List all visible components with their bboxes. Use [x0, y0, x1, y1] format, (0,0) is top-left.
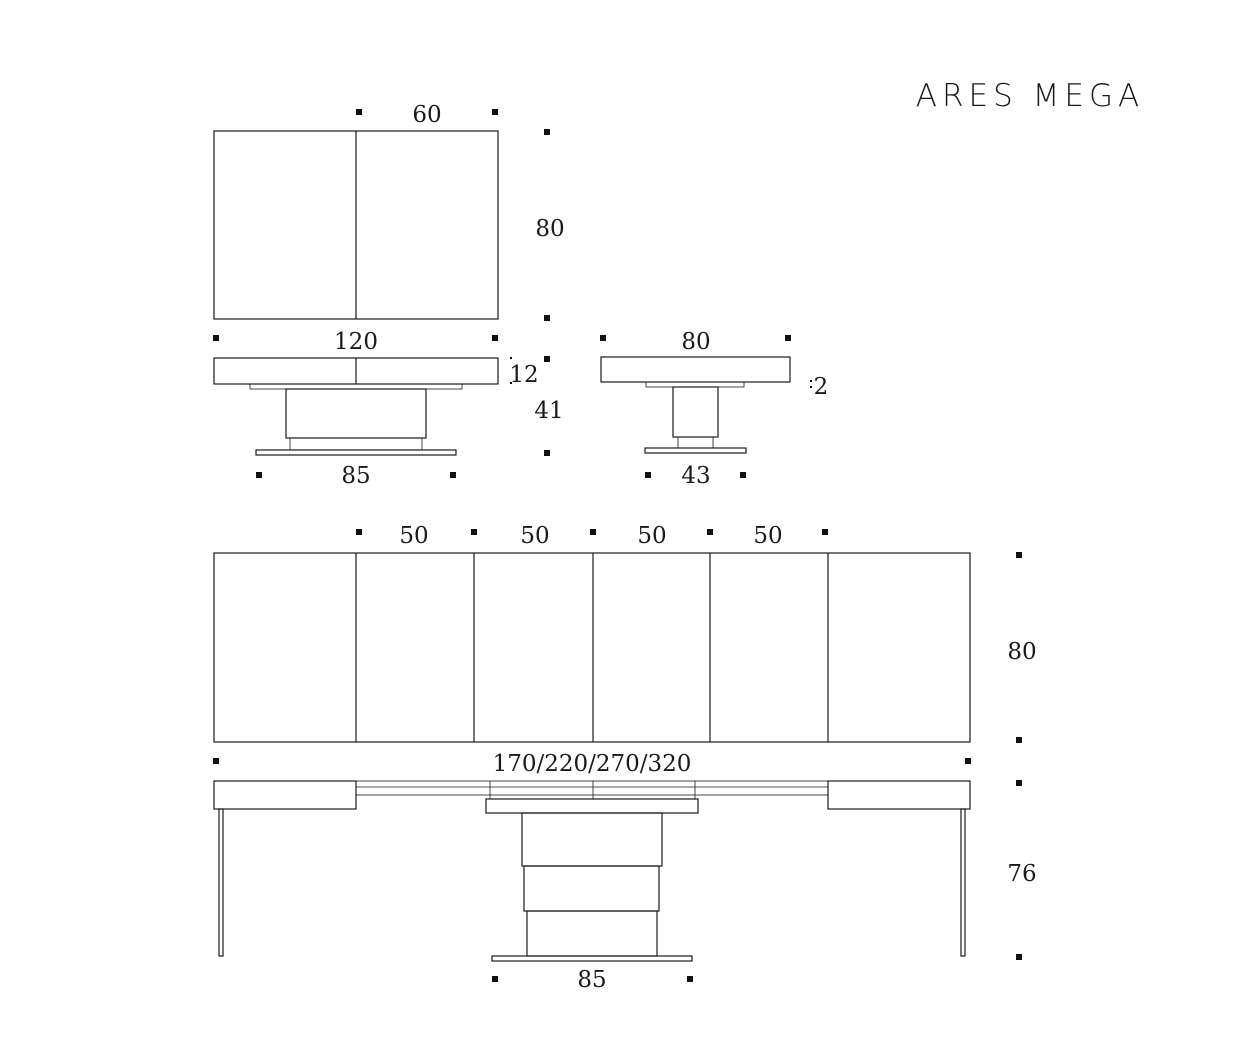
dim-extended-height: 76 [1007, 861, 1037, 887]
closed-front-view [214, 358, 498, 455]
dim-leaf-4: 50 [753, 523, 783, 549]
dim-leaf-2: 50 [520, 523, 550, 549]
extended-front-center-plate [486, 799, 698, 813]
side-column-lower [678, 437, 713, 448]
extended-front-column-lower [527, 911, 657, 956]
dimension-marker [450, 472, 456, 478]
dimension-marker [645, 472, 651, 478]
dimension-marker [213, 335, 219, 341]
extended-front-column-upper [522, 813, 662, 866]
dimension-marker [471, 529, 477, 535]
dimension-marker [544, 450, 550, 456]
dimension-marker-small [810, 380, 812, 382]
dim-side-top-thickness: 2 [813, 374, 829, 400]
dimension-marker [256, 472, 262, 478]
closed-front-base [256, 450, 456, 455]
extended-front-end-top-right [828, 781, 970, 809]
dim-extended-length: 170/220/270/320 [492, 751, 692, 777]
dimension-marker [492, 976, 498, 982]
dimension-marker [492, 335, 498, 341]
dimension-marker [822, 529, 828, 535]
side-apron [646, 382, 744, 387]
closed-front-apron [250, 384, 462, 389]
closed-front-column [286, 389, 426, 438]
extended-front-view [214, 781, 970, 961]
extended-front-leg-right [961, 809, 965, 956]
extended-front-rail [356, 781, 828, 795]
dimension-marker [785, 335, 791, 341]
dimension-marker [544, 356, 550, 362]
extended-top-view [214, 553, 970, 742]
dim-side-base: 43 [681, 463, 711, 489]
dimension-marker [590, 529, 596, 535]
dimension-marker [965, 758, 971, 764]
dimension-marker [356, 529, 362, 535]
dim-closed-width: 80 [535, 216, 565, 242]
closed-top-view [214, 131, 498, 319]
dimension-marker [600, 335, 606, 341]
dimension-marker [356, 109, 362, 115]
dimension-marker [1016, 780, 1022, 786]
dimension-marker [1016, 954, 1022, 960]
side-view [601, 357, 790, 453]
dim-leaf-3: 50 [637, 523, 667, 549]
dimension-marker-small [510, 357, 512, 359]
dimension-marker [213, 758, 219, 764]
extended-front-leg-left [219, 809, 223, 956]
extended-tabletop-outline [214, 553, 970, 742]
product-title: ARES MEGA [915, 78, 1145, 114]
closed-front-column-lower [290, 438, 422, 450]
dimension-marker [740, 472, 746, 478]
dim-closed-depth: 60 [412, 102, 442, 128]
dim-closed-height: 41 [534, 398, 564, 424]
dimension-marker [544, 129, 550, 135]
dim-closed-length: 120 [334, 329, 378, 355]
dimension-marker [687, 976, 693, 982]
dimension-marker [544, 315, 550, 321]
extended-front-base [492, 956, 692, 961]
dim-extended-width: 80 [1007, 639, 1037, 665]
dim-closed-top-thickness: 12 [509, 362, 539, 388]
extended-front-end-top-left [214, 781, 356, 809]
dimension-marker [1016, 737, 1022, 743]
dimension-marker [1016, 552, 1022, 558]
side-base [645, 448, 746, 453]
side-column [673, 387, 718, 437]
dimension-marker [707, 529, 713, 535]
dimension-marker-small [810, 386, 812, 388]
dim-extended-base: 85 [577, 967, 607, 993]
dim-closed-base: 85 [341, 463, 371, 489]
dimension-marker [492, 109, 498, 115]
side-top [601, 357, 790, 382]
dim-side-width: 80 [681, 329, 711, 355]
extended-front-column-middle [524, 866, 659, 911]
dim-leaf-1: 50 [399, 523, 429, 549]
